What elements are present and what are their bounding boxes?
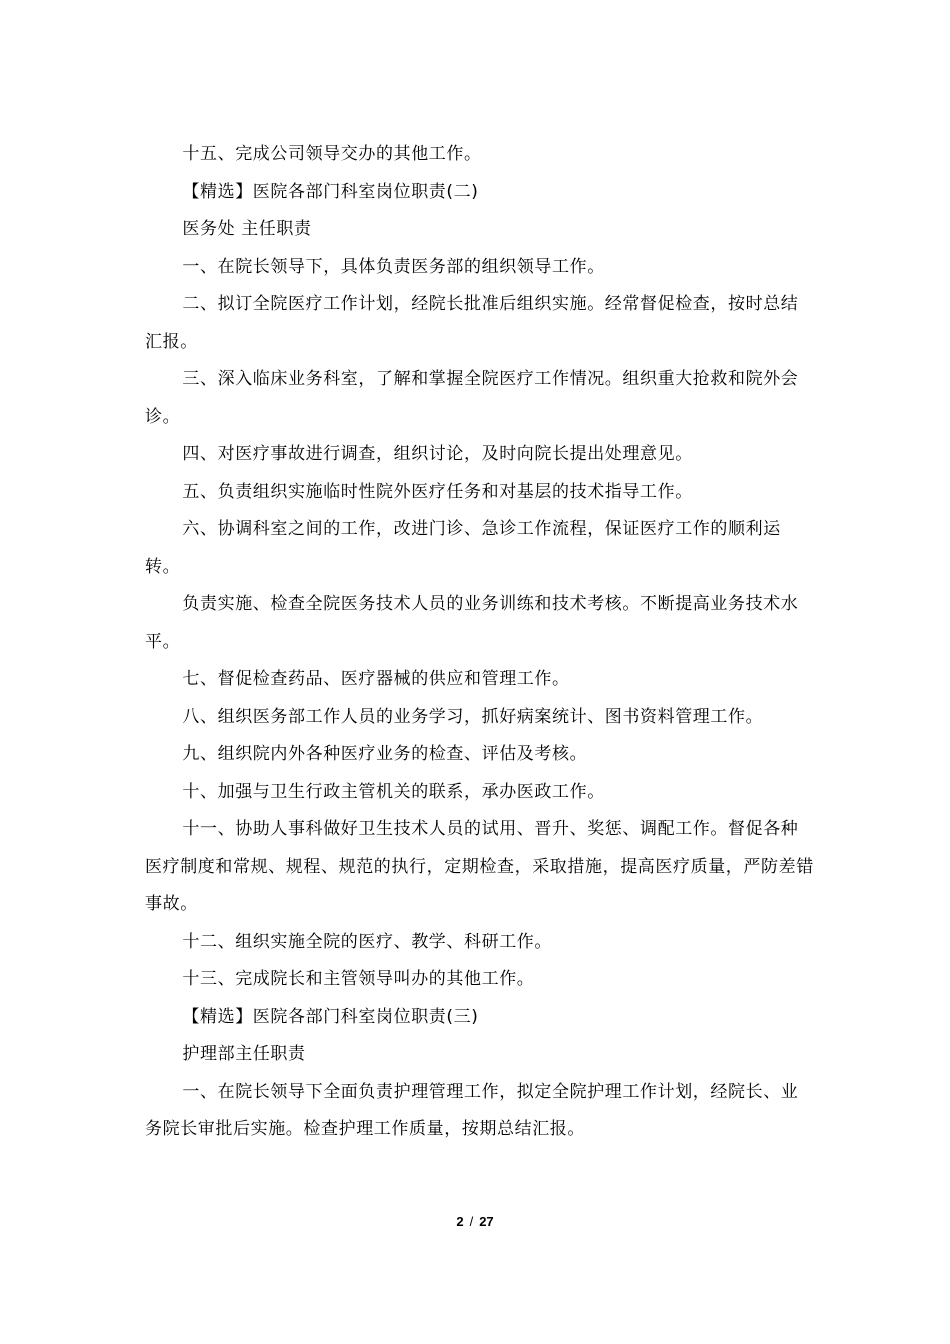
paragraph: 一、在院长领导下，具体负责医务部的组织领导工作。 bbox=[182, 256, 605, 277]
subsection-heading: 医务处 主任职责 bbox=[182, 219, 312, 239]
subsection-heading: 护理部主任职责 bbox=[182, 1044, 306, 1064]
paragraph: 九、组织院内外各种医疗业务的检查、评估及考核。 bbox=[182, 744, 588, 764]
paragraph: 十一、协助人事科做好卫生技术人员的试用、晋升、奖惩、调配工作。督促各种医疗制度和常规、规程、规范的执行，定期检查，采取措施，提高医疗质量，严防差错事故。 bbox=[145, 819, 814, 914]
page-separator: / bbox=[469, 1214, 474, 1229]
paragraph: 负责实施、检查全院医务技术人员的业务训练和技术考核。不断提高业务技术水平。 bbox=[145, 594, 799, 652]
paragraph: 六、协调科室之间的工作，改进门诊、急诊工作流程，保证医疗工作的顺利运转。 bbox=[145, 519, 781, 577]
paragraph: 八、组织医务部工作人员的业务学习，抓好病案统计、图书资料管理工作。 bbox=[182, 706, 764, 727]
paragraph: 一、在院长领导下全面负责护理管理工作，拟定全院护理工作计划，经院长、业务院长审批后实施。检查护理工作质量，按期总结汇报。 bbox=[145, 1081, 799, 1139]
paragraph: 十三、完成院长和主管领导叫办的其他工作。 bbox=[182, 969, 535, 989]
paragraph: 十五、完成公司领导交办的其他工作。 bbox=[182, 144, 482, 164]
paragraph: 四、对医疗事故进行调查，组织讨论，及时向院长提出处理意见。 bbox=[182, 444, 693, 464]
document-body bbox=[145, 136, 815, 1149]
paragraph: 五、负责组织实施临时性院外医疗任务和对基层的技术指导工作。 bbox=[182, 481, 693, 502]
page-number bbox=[0, 1214, 950, 1229]
paragraph: 七、督促检查药品、医疗器械的供应和管理工作。 bbox=[182, 669, 570, 689]
paragraph: 三、深入临床业务科室，了解和掌握全院医疗工作情况。组织重大抢救和院外会诊。 bbox=[145, 369, 799, 427]
current-page-number: 2 bbox=[456, 1214, 464, 1229]
section-heading: 【精选】医院各部门科室岗位职责(三) bbox=[182, 1006, 479, 1027]
section-heading: 【精选】医院各部门科室岗位职责(二) bbox=[182, 181, 479, 202]
paragraph: 二、拟订全院医疗工作计划，经院长批准后组织实施。经常督促检查，按时总结汇报。 bbox=[145, 294, 799, 352]
paragraph: 十二、组织实施全院的医疗、教学、科研工作。 bbox=[182, 931, 552, 952]
paragraph: 十、加强与卫生行政主管机关的联系，承办医政工作。 bbox=[182, 781, 605, 802]
total-page-count: 27 bbox=[479, 1214, 494, 1229]
